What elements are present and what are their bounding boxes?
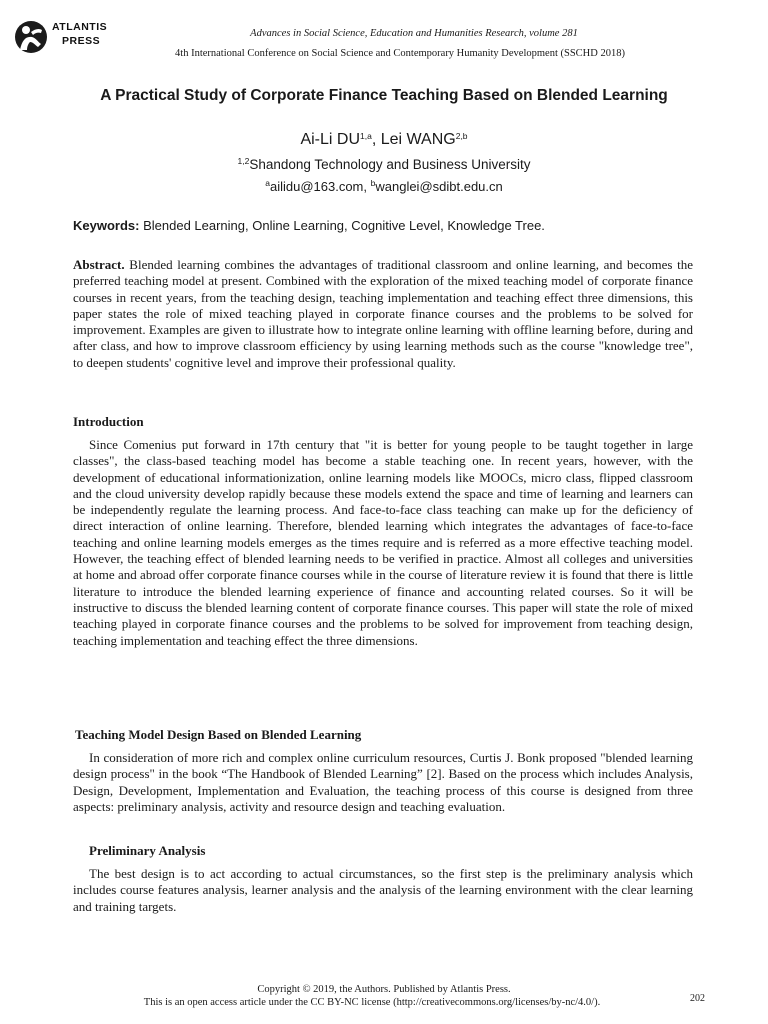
author-name: Ai-Li DU	[300, 131, 361, 148]
publisher-name-line1: ATLANTIS	[52, 21, 108, 33]
abstract-text: Blended learning combines the advantages of traditional classroom and online learning, and becomes the preferred teaching model at present. Combined with the exploration of the mixed teaching model of corporate finance courses in recent years, from the teaching design, teaching implementation and teaching effect three dimensions, this paper states the role of mixed teaching played in corporate finance courses and the problems to be solved for improvement. Examples are given to illustrate how to integrate online learning with offline learning before, during and after class, and how to improve classroom efficiency by using learning methods such as the course "knowledge tree", to deepen students' cognitive level and improve their professional quality.	[73, 257, 693, 370]
email-address: ailidu@163.com	[269, 179, 364, 194]
subsection-heading-preliminary-analysis: Preliminary Analysis	[89, 843, 206, 858]
section-heading-introduction: Introduction	[73, 414, 144, 429]
keywords-text: Blended Learning, Online Learning, Cognitive Level, Knowledge Tree.	[143, 218, 545, 233]
abstract	[73, 257, 693, 371]
author-affiliation-mark: 1,a	[360, 131, 372, 141]
author-list	[0, 131, 768, 149]
copyright-notice: Copyright © 2019, the Authors. Published by Atlantis Press.	[257, 984, 511, 995]
email-mark: a	[265, 178, 270, 188]
publisher-name-line2: PRESS	[62, 35, 101, 47]
page-number: 202	[690, 993, 705, 1004]
author-affiliation-mark: 2,b	[455, 131, 468, 141]
section-heading-teaching-model: Teaching Model Design Based on Blended Learning	[75, 727, 362, 742]
author-separator: ,	[371, 131, 381, 148]
author-emails	[0, 179, 768, 194]
teaching-model-paragraph: In consideration of more rich and complex online curriculum resources, Curtis J. Bonk proposed "blended learning design process" in the book “The Handbook of Blended Learning” [2]. Based on the process which includes Analysis, Design, Development, Implementation and Evaluation, the teaching process of this course is designed from three aspects: preliminary analysis, activity and resource design and teaching evaluation.	[73, 750, 693, 814]
keywords-label: Keywords:	[73, 218, 140, 233]
paper-title: A Practical Study of Corporate Finance Teaching Based on Blended Learning	[100, 87, 668, 104]
author-name: Lei WANG	[380, 131, 456, 148]
license-notice: This is an open access article under the CC BY-NC license (http://creativecommons.org/licenses/by-nc/4.0/).	[143, 997, 601, 1008]
email-address: wanglei@sdibt.edu.cn	[375, 179, 503, 194]
email-separator: ,	[363, 179, 371, 194]
journal-header: Advances in Social Science, Education and Humanities Research, volume 281	[250, 28, 578, 39]
affiliation-name: Shandong Technology and Business University	[249, 157, 531, 172]
abstract-label: Abstract.	[73, 257, 125, 272]
email-mark: b	[370, 178, 376, 188]
preliminary-analysis-paragraph: The best design is to act according to actual circumstances, so the first step is the preliminary analysis which includes course features analysis, learner analysis and the analysis of the learning environment with the clear learning and training targets.	[73, 866, 693, 914]
affiliation	[0, 157, 768, 172]
keywords	[73, 218, 695, 233]
introduction-paragraph: Since Comenius put forward in 17th century that "it is better for young people to be taught together in large classes", the class-based teaching model has become a stable teaching one. In recent years, however, with the development of educational informationization, online learning models like MOOCs, micro class, flipped classroom and the cloud university develop rapidly because these models extend the space and time of learning and learners can be independently regulate the learning process. And face-to-face class teaching can make up for the deficiency of direct interaction of online learning. Therefore, blended learning which integrates the advantages of face-to-face teaching and online learning models emerges as the times require and is referred as a more effective teaching model. However, the teaching effect of blended learning needs to be verified in practice. Almost all colleges and universities at home and abroad offer corporate finance courses while in the course of literature review it is found that there is little literature to introduce the blended learning experience of finance and accounting related courses. So it will be instructive to discuss the blended learning content of corporate finance courses. This paper will state the role of mixed teaching played in corporate finance courses and the problems to be solved for improvement from teaching design, teaching implementation and teaching effect the three dimensions.	[73, 437, 693, 648]
affiliation-mark: 1,2	[237, 156, 250, 166]
conference-header: 4th International Conference on Social Science and Contemporary Humanity Development (SSCHD 2018)	[175, 48, 625, 59]
